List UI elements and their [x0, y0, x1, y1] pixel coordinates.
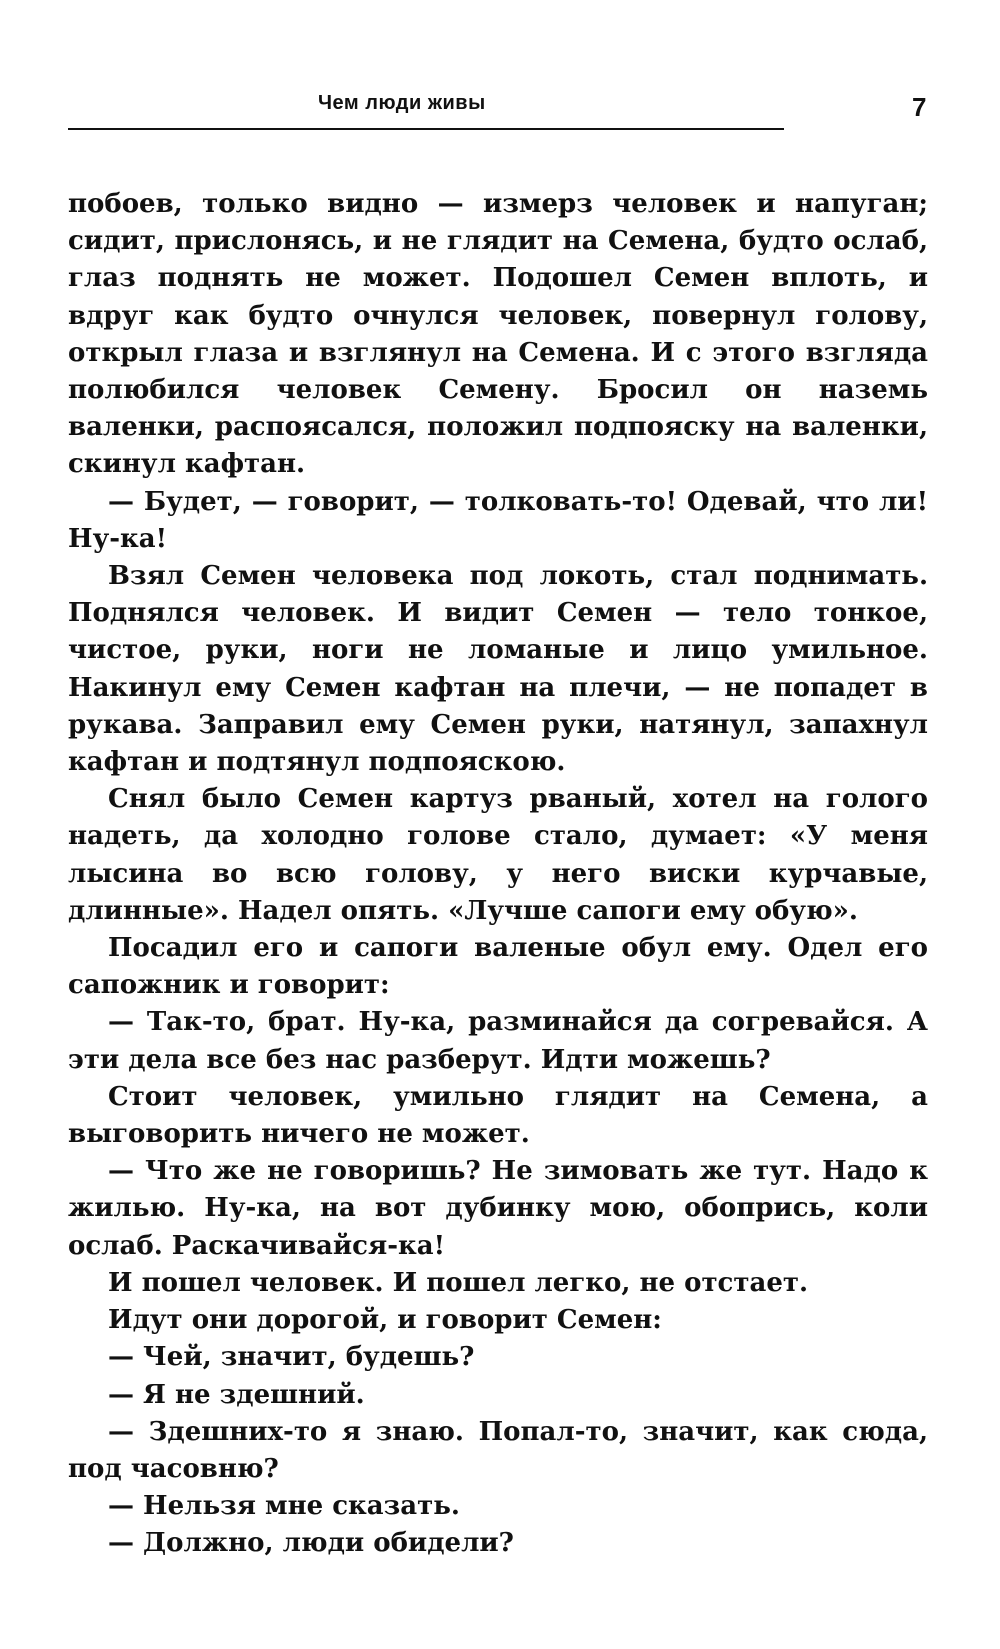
paragraph: — Я не здешний. — [108, 1379, 365, 1410]
paragraph: — Должно, люди обидели? — [108, 1528, 514, 1559]
running-title: Чем люди живы — [318, 92, 486, 114]
paragraph: Идут они дорогой, и говорит Семен: — [108, 1305, 662, 1336]
header-rule — [68, 128, 784, 130]
paragraph: — Так-то, брат. Ну-ка, разминайся да согревайся. А эти дела все без нас разберут. Идти можешь? — [68, 1007, 928, 1075]
paragraph: Взял Семен человека под локоть, стал поднимать. Поднялся человек. И видит Семен — тело тонкое, чистое, руки, ноги не ломаные и лицо умильное. Накинул ему Семен кафтан на плечи, — не попадет в рукава. Заправил ему Семен руки, натянул, запахнул кафтан и подтянул подпояскою. — [68, 561, 928, 778]
paragraph: Стоит человек, умильно глядит на Семена, а выговорить ничего не может. — [68, 1081, 928, 1150]
paragraph: — Чей, значит, будешь? — [108, 1342, 475, 1373]
paragraph: побоев, только видно — измерз человек и напуган; сидит, прислонясь, и не глядит на Семена, будто ослаб, глаз поднять не может. Подошел Семен вплоть, и вдруг как будто очнулся человек, повернул голову, открыл глаза и взглянул на Семена. И с этого взгляда полюбился человек Семену. Бросил он наземь валенки, распоясался, положил подпояску на валенки, скинул кафтан. — [68, 189, 928, 480]
page-number: 7 — [912, 92, 927, 122]
paragraph: — Здешних-то я знаю. Попал-то, значит, как сюда, под часовню? — [68, 1416, 928, 1484]
paragraph: — Что же не говоришь? Не зимовать же тут. Надо к жилью. Ну-ка, на вот дубинку мою, обопрись, коли ослаб. Раскачивайся-ка! — [68, 1156, 928, 1261]
paragraph: — Нельзя мне сказать. — [108, 1491, 460, 1522]
paragraph: — Будет, — говорит, — толковать-то! Одевай, что ли! Ну-ка! — [68, 486, 928, 554]
paragraph: Снял было Семен картуз рваный, хотел на голого надеть, да холодно голове стало, думает: «У меня лысина во всю голову, у него виски курчавые, длинные». Надел опять. «Лучше сапоги ему обую». — [68, 784, 928, 926]
paragraph: Посадил его и сапоги валеные обул ему. Одел его сапожник и говорит: — [68, 933, 928, 1001]
paragraph: И пошел человек. И пошел легко, не отстает. — [108, 1267, 809, 1298]
body-text — [68, 186, 928, 1563]
running-header — [68, 92, 828, 132]
